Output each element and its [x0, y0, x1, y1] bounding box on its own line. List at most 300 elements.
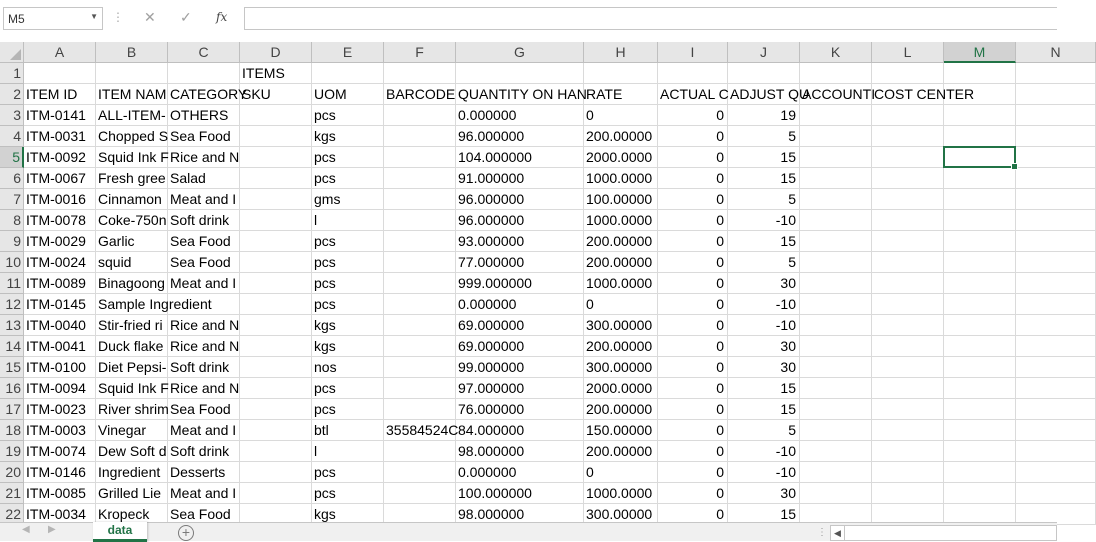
cell-K11[interactable] — [800, 273, 872, 294]
cell-L20[interactable] — [872, 462, 944, 483]
cell-H14[interactable]: 200.00000 — [584, 336, 658, 357]
cell-E2[interactable]: UOM — [312, 84, 384, 105]
cell-E18[interactable]: btl — [312, 420, 384, 441]
cell-E11[interactable]: pcs — [312, 273, 384, 294]
cell-G18[interactable]: 84.000000 — [456, 420, 584, 441]
cell-D10[interactable] — [240, 252, 312, 273]
cell-N13[interactable] — [1016, 315, 1096, 336]
cancel-icon[interactable]: ✕ — [144, 9, 156, 25]
cell-B17[interactable]: River shrim — [96, 399, 168, 420]
cell-A17[interactable]: ITM-0023 — [24, 399, 96, 420]
cell-B13[interactable]: Stir-fried ri — [96, 315, 168, 336]
cell-E22[interactable]: kgs — [312, 504, 384, 525]
cell-A20[interactable]: ITM-0146 — [24, 462, 96, 483]
cell-D14[interactable] — [240, 336, 312, 357]
cell-A11[interactable]: ITM-0089 — [24, 273, 96, 294]
cell-I7[interactable]: 0 — [658, 189, 728, 210]
cell-C17[interactable]: Sea Food — [168, 399, 240, 420]
cell-M8[interactable] — [944, 210, 1016, 231]
cell-B6[interactable]: Fresh gree — [96, 168, 168, 189]
cell-I15[interactable]: 0 — [658, 357, 728, 378]
cell-I11[interactable]: 0 — [658, 273, 728, 294]
cell-D9[interactable] — [240, 231, 312, 252]
cell-K20[interactable] — [800, 462, 872, 483]
cell-G15[interactable]: 99.000000 — [456, 357, 584, 378]
row-header-12[interactable]: 12 — [0, 294, 24, 315]
cell-A6[interactable]: ITM-0067 — [24, 168, 96, 189]
cell-J13[interactable]: -10 — [728, 315, 800, 336]
cell-N3[interactable] — [1016, 105, 1096, 126]
cell-L1[interactable] — [872, 63, 944, 84]
cell-N7[interactable] — [1016, 189, 1096, 210]
cell-M1[interactable] — [944, 63, 1016, 84]
cell-G9[interactable]: 93.000000 — [456, 231, 584, 252]
active-cell-selection[interactable] — [943, 146, 1016, 168]
cell-H15[interactable]: 300.00000 — [584, 357, 658, 378]
cell-G11[interactable]: 999.000000 — [456, 273, 584, 294]
cell-G4[interactable]: 96.000000 — [456, 126, 584, 147]
cell-E16[interactable]: pcs — [312, 378, 384, 399]
row-header-22[interactable]: 22 — [0, 504, 24, 525]
row-header-10[interactable]: 10 — [0, 252, 24, 273]
cell-F13[interactable] — [384, 315, 456, 336]
cell-E5[interactable]: pcs — [312, 147, 384, 168]
cell-B4[interactable]: Chopped S — [96, 126, 168, 147]
cell-I2[interactable]: ACTUAL C — [658, 84, 728, 105]
cell-B21[interactable]: Grilled Lie — [96, 483, 168, 504]
cell-J6[interactable]: 15 — [728, 168, 800, 189]
cell-J21[interactable]: 30 — [728, 483, 800, 504]
cell-C22[interactable]: Sea Food — [168, 504, 240, 525]
cell-F12[interactable] — [384, 294, 456, 315]
cell-K10[interactable] — [800, 252, 872, 273]
column-header-I[interactable]: I — [658, 42, 728, 63]
cell-G3[interactable]: 0.000000 — [456, 105, 584, 126]
cell-A18[interactable]: ITM-0003 — [24, 420, 96, 441]
cell-M7[interactable] — [944, 189, 1016, 210]
cell-H5[interactable]: 2000.0000 — [584, 147, 658, 168]
cell-I13[interactable]: 0 — [658, 315, 728, 336]
cell-M21[interactable] — [944, 483, 1016, 504]
cell-M14[interactable] — [944, 336, 1016, 357]
cell-L8[interactable] — [872, 210, 944, 231]
cell-J11[interactable]: 30 — [728, 273, 800, 294]
cell-K18[interactable] — [800, 420, 872, 441]
cell-K9[interactable] — [800, 231, 872, 252]
row-header-16[interactable]: 16 — [0, 378, 24, 399]
formula-input[interactable] — [244, 7, 1057, 30]
cell-A13[interactable]: ITM-0040 — [24, 315, 96, 336]
next-sheet-icon[interactable]: ▶ — [48, 524, 56, 535]
row-header-5[interactable]: 5 — [0, 147, 24, 168]
cell-E13[interactable]: kgs — [312, 315, 384, 336]
horizontal-scrollbar[interactable] — [830, 525, 1057, 541]
cell-N16[interactable] — [1016, 378, 1096, 399]
cell-K19[interactable] — [800, 441, 872, 462]
cell-D2[interactable]: SKU — [240, 84, 312, 105]
cell-I14[interactable]: 0 — [658, 336, 728, 357]
cell-M15[interactable] — [944, 357, 1016, 378]
row-header-19[interactable]: 19 — [0, 441, 24, 462]
cell-D12[interactable] — [240, 294, 312, 315]
cell-N21[interactable] — [1016, 483, 1096, 504]
cell-L12[interactable] — [872, 294, 944, 315]
cell-I6[interactable]: 0 — [658, 168, 728, 189]
cell-C13[interactable]: Rice and N — [168, 315, 240, 336]
cell-B5[interactable]: Squid Ink F — [96, 147, 168, 168]
cell-F7[interactable] — [384, 189, 456, 210]
cell-L19[interactable] — [872, 441, 944, 462]
cell-D21[interactable] — [240, 483, 312, 504]
cell-K1[interactable] — [800, 63, 872, 84]
cell-J8[interactable]: -10 — [728, 210, 800, 231]
cell-A22[interactable]: ITM-0034 — [24, 504, 96, 525]
cell-N12[interactable] — [1016, 294, 1096, 315]
cell-B9[interactable]: Garlic — [96, 231, 168, 252]
cell-F21[interactable] — [384, 483, 456, 504]
cell-L4[interactable] — [872, 126, 944, 147]
cell-D20[interactable] — [240, 462, 312, 483]
cell-F1[interactable] — [384, 63, 456, 84]
cell-K14[interactable] — [800, 336, 872, 357]
cell-K15[interactable] — [800, 357, 872, 378]
cell-I10[interactable]: 0 — [658, 252, 728, 273]
prev-sheet-icon[interactable]: ◀ — [22, 524, 30, 535]
cell-G12[interactable]: 0.000000 — [456, 294, 584, 315]
row-header-9[interactable]: 9 — [0, 231, 24, 252]
cell-M12[interactable] — [944, 294, 1016, 315]
cell-C4[interactable]: Sea Food — [168, 126, 240, 147]
chevron-down-icon[interactable]: ▼ — [90, 12, 98, 21]
cell-H19[interactable]: 200.00000 — [584, 441, 658, 462]
cell-C6[interactable]: Salad — [168, 168, 240, 189]
cell-E1[interactable] — [312, 63, 384, 84]
cell-L10[interactable] — [872, 252, 944, 273]
row-header-15[interactable]: 15 — [0, 357, 24, 378]
cell-F19[interactable] — [384, 441, 456, 462]
cell-J10[interactable]: 5 — [728, 252, 800, 273]
cell-C7[interactable]: Meat and I — [168, 189, 240, 210]
cell-F8[interactable] — [384, 210, 456, 231]
cell-M9[interactable] — [944, 231, 1016, 252]
enter-icon[interactable]: ✓ — [180, 9, 192, 25]
cell-A8[interactable]: ITM-0078 — [24, 210, 96, 231]
column-header-E[interactable]: E — [312, 42, 384, 63]
cell-N19[interactable] — [1016, 441, 1096, 462]
cell-D7[interactable] — [240, 189, 312, 210]
row-header-13[interactable]: 13 — [0, 315, 24, 336]
cell-J14[interactable]: 30 — [728, 336, 800, 357]
cell-F17[interactable] — [384, 399, 456, 420]
cell-C1[interactable] — [168, 63, 240, 84]
cell-G2[interactable]: QUANTITY ON HAN — [456, 84, 584, 105]
cell-E8[interactable]: l — [312, 210, 384, 231]
row-header-14[interactable]: 14 — [0, 336, 24, 357]
cell-B14[interactable]: Duck flake — [96, 336, 168, 357]
cell-L2[interactable]: COST CENTER — [872, 84, 944, 105]
add-sheet-icon[interactable]: + — [178, 525, 194, 541]
cell-C15[interactable]: Soft drink — [168, 357, 240, 378]
cell-N8[interactable] — [1016, 210, 1096, 231]
cell-K17[interactable] — [800, 399, 872, 420]
cell-I4[interactable]: 0 — [658, 126, 728, 147]
cell-F6[interactable] — [384, 168, 456, 189]
cell-M17[interactable] — [944, 399, 1016, 420]
cell-B2[interactable]: ITEM NAM — [96, 84, 168, 105]
cell-K13[interactable] — [800, 315, 872, 336]
cell-G17[interactable]: 76.000000 — [456, 399, 584, 420]
cell-N15[interactable] — [1016, 357, 1096, 378]
sheet-tab-data[interactable]: data — [93, 522, 147, 542]
cell-E21[interactable]: pcs — [312, 483, 384, 504]
cell-E19[interactable]: l — [312, 441, 384, 462]
column-header-L[interactable]: L — [872, 42, 944, 63]
cell-J16[interactable]: 15 — [728, 378, 800, 399]
cell-K2[interactable]: ACCOUNTI — [800, 84, 872, 105]
cell-M20[interactable] — [944, 462, 1016, 483]
cell-G6[interactable]: 91.000000 — [456, 168, 584, 189]
cell-K12[interactable] — [800, 294, 872, 315]
cell-D8[interactable] — [240, 210, 312, 231]
row-header-11[interactable]: 11 — [0, 273, 24, 294]
cell-H1[interactable] — [584, 63, 658, 84]
cell-C21[interactable]: Meat and I — [168, 483, 240, 504]
cell-N18[interactable] — [1016, 420, 1096, 441]
cell-M10[interactable] — [944, 252, 1016, 273]
cell-G5[interactable]: 104.000000 — [456, 147, 584, 168]
cell-L18[interactable] — [872, 420, 944, 441]
row-header-8[interactable]: 8 — [0, 210, 24, 231]
cell-C5[interactable]: Rice and N — [168, 147, 240, 168]
cell-C16[interactable]: Rice and N — [168, 378, 240, 399]
cell-G16[interactable]: 97.000000 — [456, 378, 584, 399]
cell-M19[interactable] — [944, 441, 1016, 462]
cell-B15[interactable]: Diet Pepsi- — [96, 357, 168, 378]
cell-H7[interactable]: 100.00000 — [584, 189, 658, 210]
cell-C18[interactable]: Meat and I — [168, 420, 240, 441]
cell-E15[interactable]: nos — [312, 357, 384, 378]
cell-H12[interactable]: 0 — [584, 294, 658, 315]
cell-J1[interactable] — [728, 63, 800, 84]
cell-H8[interactable]: 1000.0000 — [584, 210, 658, 231]
cell-D5[interactable] — [240, 147, 312, 168]
cell-J5[interactable]: 15 — [728, 147, 800, 168]
column-header-C[interactable]: C — [168, 42, 240, 63]
cell-N1[interactable] — [1016, 63, 1096, 84]
row-header-21[interactable]: 21 — [0, 483, 24, 504]
cell-F16[interactable] — [384, 378, 456, 399]
cell-J22[interactable]: 15 — [728, 504, 800, 525]
cell-L21[interactable] — [872, 483, 944, 504]
cell-I19[interactable]: 0 — [658, 441, 728, 462]
cell-J2[interactable]: ADJUST QU — [728, 84, 800, 105]
cell-H2[interactable]: RATE — [584, 84, 658, 105]
cell-D17[interactable] — [240, 399, 312, 420]
cell-B19[interactable]: Dew Soft d — [96, 441, 168, 462]
cell-A14[interactable]: ITM-0041 — [24, 336, 96, 357]
cell-L14[interactable] — [872, 336, 944, 357]
cell-E3[interactable]: pcs — [312, 105, 384, 126]
cell-N10[interactable] — [1016, 252, 1096, 273]
cell-L13[interactable] — [872, 315, 944, 336]
column-header-F[interactable]: F — [384, 42, 456, 63]
cell-N17[interactable] — [1016, 399, 1096, 420]
select-all-corner[interactable] — [0, 42, 24, 63]
cell-I20[interactable]: 0 — [658, 462, 728, 483]
cell-D1[interactable]: ITEMS — [240, 63, 312, 84]
cell-H16[interactable]: 2000.0000 — [584, 378, 658, 399]
cell-E4[interactable]: kgs — [312, 126, 384, 147]
cell-N5[interactable] — [1016, 147, 1096, 168]
column-header-K[interactable]: K — [800, 42, 872, 63]
cell-B3[interactable]: ALL-ITEM- — [96, 105, 168, 126]
cell-I16[interactable]: 0 — [658, 378, 728, 399]
cell-G13[interactable]: 69.000000 — [456, 315, 584, 336]
cell-D18[interactable] — [240, 420, 312, 441]
cell-E10[interactable]: pcs — [312, 252, 384, 273]
cell-F2[interactable]: BARCODE — [384, 84, 456, 105]
cell-C3[interactable]: OTHERS — [168, 105, 240, 126]
cell-I22[interactable]: 0 — [658, 504, 728, 525]
row-header-6[interactable]: 6 — [0, 168, 24, 189]
cell-C11[interactable]: Meat and I — [168, 273, 240, 294]
cell-M18[interactable] — [944, 420, 1016, 441]
cell-L6[interactable] — [872, 168, 944, 189]
cell-N6[interactable] — [1016, 168, 1096, 189]
cell-A3[interactable]: ITM-0141 — [24, 105, 96, 126]
cell-F5[interactable] — [384, 147, 456, 168]
cell-J17[interactable]: 15 — [728, 399, 800, 420]
cell-N9[interactable] — [1016, 231, 1096, 252]
cell-B11[interactable]: Binagoong — [96, 273, 168, 294]
row-header-1[interactable]: 1 — [0, 63, 24, 84]
cell-M16[interactable] — [944, 378, 1016, 399]
cell-A2[interactable]: ITEM ID — [24, 84, 96, 105]
cell-L5[interactable] — [872, 147, 944, 168]
cell-B8[interactable]: Coke-750n — [96, 210, 168, 231]
cell-G1[interactable] — [456, 63, 584, 84]
cell-K3[interactable] — [800, 105, 872, 126]
cell-E20[interactable]: pcs — [312, 462, 384, 483]
cell-F11[interactable] — [384, 273, 456, 294]
cell-H22[interactable]: 300.00000 — [584, 504, 658, 525]
cell-D6[interactable] — [240, 168, 312, 189]
row-header-3[interactable]: 3 — [0, 105, 24, 126]
cell-D19[interactable] — [240, 441, 312, 462]
cell-N2[interactable] — [1016, 84, 1096, 105]
column-header-B[interactable]: B — [96, 42, 168, 63]
cell-J7[interactable]: 5 — [728, 189, 800, 210]
cell-E9[interactable]: pcs — [312, 231, 384, 252]
row-header-4[interactable]: 4 — [0, 126, 24, 147]
cell-G8[interactable]: 96.000000 — [456, 210, 584, 231]
cell-K6[interactable] — [800, 168, 872, 189]
cell-M13[interactable] — [944, 315, 1016, 336]
cell-I12[interactable]: 0 — [658, 294, 728, 315]
column-header-A[interactable]: A — [24, 42, 96, 63]
column-header-J[interactable]: J — [728, 42, 800, 63]
cell-C10[interactable]: Sea Food — [168, 252, 240, 273]
cell-D16[interactable] — [240, 378, 312, 399]
cell-J20[interactable]: -10 — [728, 462, 800, 483]
cell-C9[interactable]: Sea Food — [168, 231, 240, 252]
cell-N20[interactable] — [1016, 462, 1096, 483]
cell-B7[interactable]: Cinnamon — [96, 189, 168, 210]
cell-K21[interactable] — [800, 483, 872, 504]
row-header-20[interactable]: 20 — [0, 462, 24, 483]
cell-E14[interactable]: kgs — [312, 336, 384, 357]
function-icon[interactable]: fx — [216, 10, 228, 24]
cell-H11[interactable]: 1000.0000 — [584, 273, 658, 294]
cell-A19[interactable]: ITM-0074 — [24, 441, 96, 462]
cell-A15[interactable]: ITM-0100 — [24, 357, 96, 378]
cell-L9[interactable] — [872, 231, 944, 252]
cell-B18[interactable]: Vinegar — [96, 420, 168, 441]
cell-J15[interactable]: 30 — [728, 357, 800, 378]
column-header-G[interactable]: G — [456, 42, 584, 63]
cell-J19[interactable]: -10 — [728, 441, 800, 462]
cell-A9[interactable]: ITM-0029 — [24, 231, 96, 252]
cell-I17[interactable]: 0 — [658, 399, 728, 420]
split-handle-icon[interactable]: ⋮ — [817, 527, 826, 538]
cell-C14[interactable]: Rice and N — [168, 336, 240, 357]
cell-A4[interactable]: ITM-0031 — [24, 126, 96, 147]
name-box[interactable] — [3, 7, 103, 30]
cell-H20[interactable]: 0 — [584, 462, 658, 483]
cell-E7[interactable]: gms — [312, 189, 384, 210]
cell-A21[interactable]: ITM-0085 — [24, 483, 96, 504]
column-header-H[interactable]: H — [584, 42, 658, 63]
cell-H13[interactable]: 300.00000 — [584, 315, 658, 336]
cell-N11[interactable] — [1016, 273, 1096, 294]
cell-G14[interactable]: 69.000000 — [456, 336, 584, 357]
column-header-N[interactable]: N — [1016, 42, 1096, 63]
cell-B10[interactable]: squid — [96, 252, 168, 273]
cell-F4[interactable] — [384, 126, 456, 147]
cell-N4[interactable] — [1016, 126, 1096, 147]
cell-D15[interactable] — [240, 357, 312, 378]
cell-C19[interactable]: Soft drink — [168, 441, 240, 462]
cell-G19[interactable]: 98.000000 — [456, 441, 584, 462]
cell-C20[interactable]: Desserts — [168, 462, 240, 483]
cell-A10[interactable]: ITM-0024 — [24, 252, 96, 273]
cell-I8[interactable]: 0 — [658, 210, 728, 231]
cell-E12[interactable]: pcs — [312, 294, 384, 315]
cell-B22[interactable]: Kropeck — [96, 504, 168, 525]
cell-H9[interactable]: 200.00000 — [584, 231, 658, 252]
cell-D13[interactable] — [240, 315, 312, 336]
cell-G10[interactable]: 77.000000 — [456, 252, 584, 273]
cell-K8[interactable] — [800, 210, 872, 231]
cell-M11[interactable] — [944, 273, 1016, 294]
cell-H6[interactable]: 1000.0000 — [584, 168, 658, 189]
cell-H4[interactable]: 200.00000 — [584, 126, 658, 147]
cell-B20[interactable]: Ingredient — [96, 462, 168, 483]
cell-F10[interactable] — [384, 252, 456, 273]
cell-F15[interactable] — [384, 357, 456, 378]
cell-L7[interactable] — [872, 189, 944, 210]
cell-J18[interactable]: 5 — [728, 420, 800, 441]
cell-I1[interactable] — [658, 63, 728, 84]
cell-H21[interactable]: 1000.0000 — [584, 483, 658, 504]
row-header-18[interactable]: 18 — [0, 420, 24, 441]
cell-I5[interactable]: 0 — [658, 147, 728, 168]
cell-F20[interactable] — [384, 462, 456, 483]
cell-N14[interactable] — [1016, 336, 1096, 357]
cell-E6[interactable]: pcs — [312, 168, 384, 189]
row-header-17[interactable]: 17 — [0, 399, 24, 420]
cell-M4[interactable] — [944, 126, 1016, 147]
